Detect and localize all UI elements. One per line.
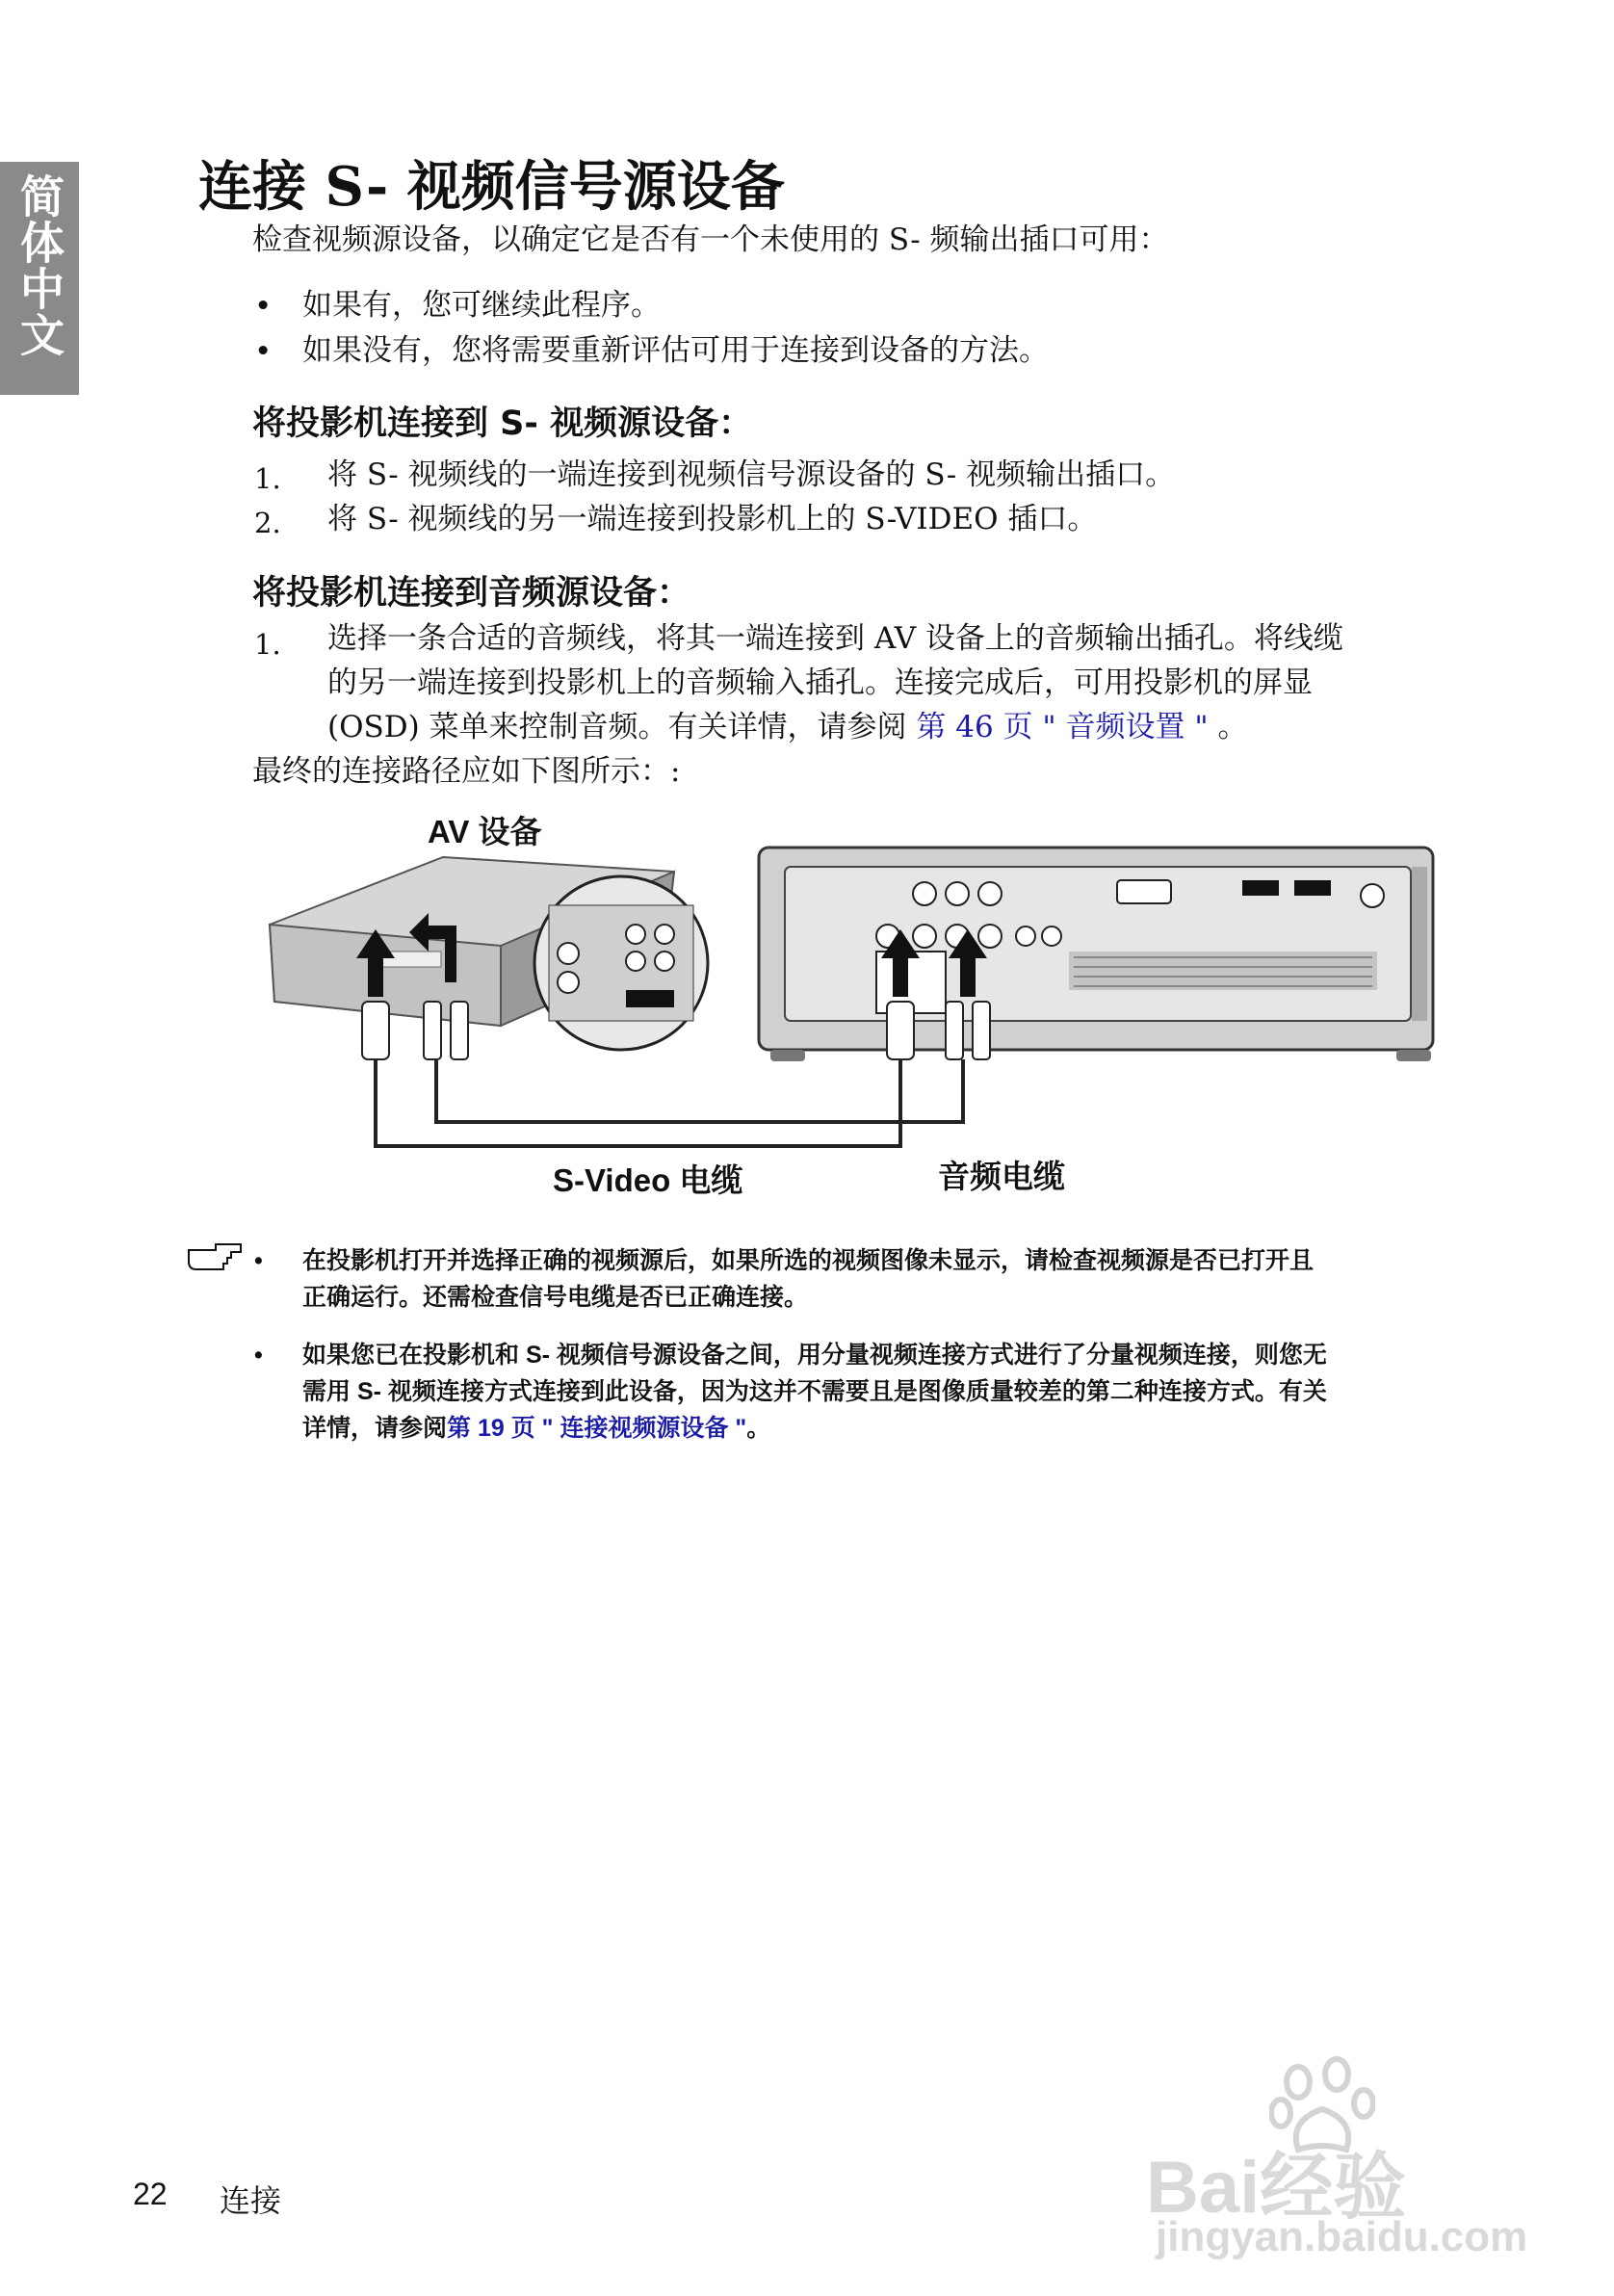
- watermark-brand: Bai经验: [1146, 2147, 1407, 2229]
- step-number: 1.: [254, 628, 281, 661]
- connection-diagram: [260, 838, 1445, 1213]
- section-heading-audio: 将投影机连接到音频源设备：: [252, 574, 691, 613]
- audio-cable: [436, 1059, 963, 1122]
- intro-text: 检查视频源设备，以确定它是否有一个未使用的 S- 频输出插口可用：: [252, 222, 1169, 257]
- step-text: 将 S- 视频线的一端连接到视频信号源设备的 S- 视频输出插口。: [327, 457, 1176, 492]
- step-text-line: 的另一端连接到投影机上的音频输入插孔。连接完成后，可用投影机的屏显: [327, 665, 1313, 700]
- hand-pointer-icon: [187, 1242, 248, 1275]
- step-text: 将 S- 视频线的另一端连接到投影机上的 S-VIDEO 插口。: [327, 502, 1098, 536]
- note-prefix: 详情，请参阅: [302, 1415, 448, 1442]
- watermark-url: jingyan.baidu.com: [1156, 2213, 1528, 2260]
- step-text-prefix: (OSD) 菜单来控制音频。有关详情，请参阅: [327, 710, 917, 744]
- audio-cable-label: 音频电缆: [938, 1159, 1065, 1194]
- note-bullet: •: [254, 1247, 263, 1274]
- note-bullet: •: [254, 1342, 263, 1369]
- page-title: 连接 S- 视频信号源设备: [198, 155, 785, 219]
- connect-video-link[interactable]: 第 19 页 " 连接视频源设备 ": [447, 1415, 747, 1442]
- language-tab: 简体中文: [0, 162, 79, 395]
- note-line: 正确运行。还需检查信号电缆是否已正确连接。: [302, 1284, 809, 1311]
- bullet-mark: •: [254, 289, 273, 324]
- audio-settings-link[interactable]: 第 46 页 " 音频设置 ": [916, 710, 1209, 744]
- footer-section: 连接: [220, 2183, 282, 2218]
- av-panel-zoom: [534, 876, 708, 1050]
- note-line: 在投影机打开并选择正确的视频源后，如果所选的视频图像未显示，请检查视频源是否已打开且: [302, 1247, 1315, 1274]
- svideo-cable: [376, 1059, 900, 1146]
- step-text-suffix: 。: [1208, 710, 1248, 744]
- note-line: 如果您已在投影机和 S- 视频信号源设备之间，用分量视频连接方式进行了分量视频连接，则您无: [302, 1342, 1327, 1369]
- page-number: 22: [133, 2177, 168, 2211]
- step-number: 1.: [254, 462, 281, 495]
- step-number: 2.: [254, 507, 281, 539]
- section-heading-svideo: 将投影机连接到 S- 视频源设备：: [252, 404, 753, 443]
- step-text-line: 选择一条合适的音频线，将其一端连接到 AV 设备上的音频输出插孔。将线缆: [327, 621, 1343, 656]
- projector: [759, 848, 1433, 1061]
- step-text-line: [327, 705, 1248, 749]
- av-device-label: AV 设备: [428, 814, 542, 849]
- note-line: 需用 S- 视频连接方式连接到此设备，因为这并不需要且是图像质量较差的第二种连接方式。有关: [302, 1378, 1327, 1405]
- note-suffix: 。: [746, 1415, 771, 1442]
- bullet-mark: •: [254, 334, 273, 369]
- note-line: [302, 1410, 770, 1447]
- bullet-item: 如果没有，您将需要重新评估可用于连接到设备的方法。: [302, 333, 1049, 368]
- final-path-text: 最终的连接路径应如下图所示：:: [252, 754, 681, 789]
- bullet-item: 如果有，您可继续此程序。: [302, 288, 661, 323]
- svideo-cable-label: S-Video 电缆: [553, 1162, 743, 1198]
